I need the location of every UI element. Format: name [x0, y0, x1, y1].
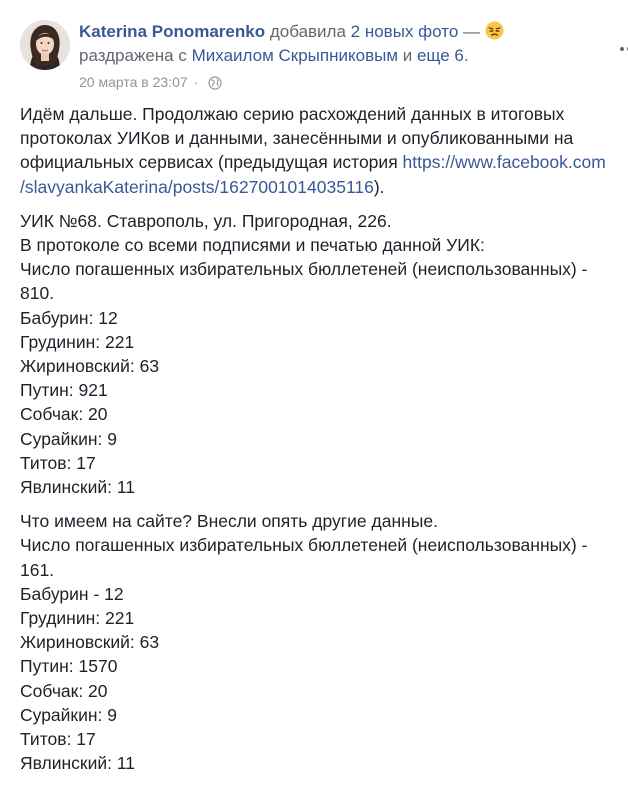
previous-post-link-part-1[interactable]: https://www.facebook.com — [402, 152, 606, 173]
meta-separator: · — [193, 74, 199, 90]
header-line-2 — [79, 44, 559, 68]
intro-line-4-end: ). — [373, 176, 385, 197]
text-line: Бабурин - 12 — [20, 583, 124, 604]
more-dots-icon — [618, 40, 628, 58]
intro-line-3 — [20, 150, 618, 174]
photos-link[interactable]: 2 новых фото — [350, 22, 459, 41]
intro-line-2: протоколах УИКов и данными, занесёнными и опубликованными на — [20, 128, 574, 149]
text-line: УИК №68. Ставрополь, ул. Пригородная, 226. — [20, 210, 392, 231]
website-section — [20, 509, 618, 775]
text-line: Путин: 921 — [20, 380, 108, 401]
and-text: и — [398, 46, 417, 65]
intro-line-1: Идём дальше. Продолжаю серию расхождений данных в итоговых — [20, 104, 565, 124]
others-link[interactable]: еще 6 — [416, 46, 464, 65]
header-text — [79, 20, 559, 68]
author-name[interactable]: Katerina Ponomarenko — [79, 22, 266, 41]
post-body — [20, 102, 618, 785]
text-line: Число погашенных избирательных бюллетеней (неиспользованных) - — [20, 535, 588, 556]
text-line: Путин: 1570 — [20, 656, 118, 677]
header-line-1 — [79, 20, 559, 44]
end-period: . — [463, 46, 469, 65]
intro-paragraph — [20, 102, 618, 199]
action-text: добавила — [269, 22, 346, 41]
text-line: Что имеем на сайте? Внесли опять другие данные. — [20, 511, 438, 532]
intro-line-4 — [20, 175, 618, 199]
text-line: Бабурин: 12 — [20, 307, 118, 328]
text-line: Собчак: 20 — [20, 680, 108, 701]
text-line: Титов: 17 — [20, 729, 96, 750]
text-line: Число погашенных избирательных бюллетеней (неиспользованных) - — [20, 259, 588, 280]
text-line: Жириновский: 63 — [20, 632, 160, 653]
text-line: Грудинин: 221 — [20, 608, 135, 629]
intro-line-3-text: официальных сервисах (предыдущая история — [20, 152, 403, 173]
protocol-section — [20, 209, 618, 499]
text-line: Явлинский: 11 — [20, 477, 136, 498]
text-line: Сурайкин: 9 — [20, 704, 117, 725]
text-line: Явлинский: 11 — [20, 753, 136, 774]
previous-post-link-part-2[interactable]: /slavyankaKaterina/posts/1627001014035116 — [20, 176, 374, 197]
dash-separator: — — [458, 22, 485, 41]
text-line: 161. — [20, 559, 55, 580]
more-options-button[interactable] — [618, 40, 628, 58]
avatar[interactable] — [20, 20, 70, 70]
text-line: Жириновский: 63 — [20, 356, 160, 377]
annoyed-face-emoji-icon — [485, 21, 504, 40]
feeling-text: раздражена с — [79, 46, 187, 65]
post-meta — [79, 73, 222, 91]
timestamp-link[interactable]: 20 марта в 23:07 — [79, 74, 188, 90]
tagged-person-link[interactable]: Михаилом Скрыпниковым — [191, 46, 398, 65]
globe-icon[interactable] — [208, 76, 222, 90]
text-line: Сурайкин: 9 — [20, 428, 117, 449]
avatar-image — [20, 20, 70, 70]
text-line: Собчак: 20 — [20, 404, 108, 425]
text-line: Грудинин: 221 — [20, 331, 135, 352]
text-line: Титов: 17 — [20, 452, 96, 473]
text-line: В протоколе со всеми подписями и печатью данной УИК: — [20, 235, 485, 256]
text-line: 810. — [20, 283, 55, 304]
